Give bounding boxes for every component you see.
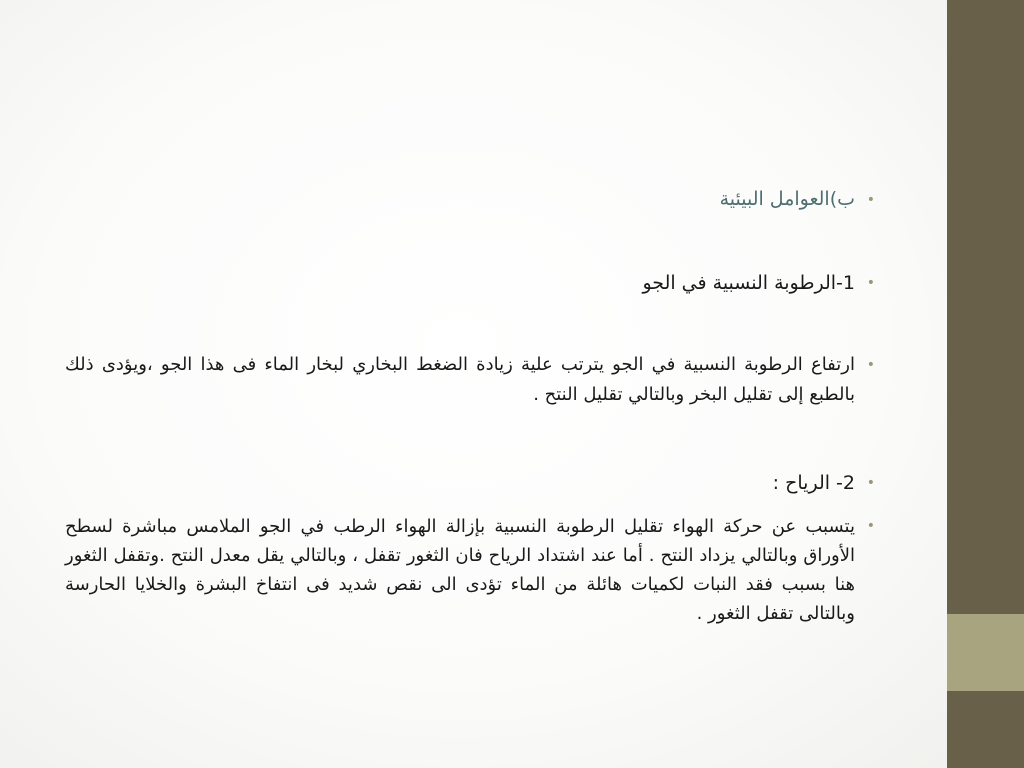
- bullet-marker: •: [866, 357, 875, 373]
- bullet-marker: •: [866, 192, 875, 208]
- factor1-text: ارتفاع الرطوبة النسبية في الجو يترتب علية زيادة الضغط البخاري لبخار الماء فى هذا الجو ،ويؤدى ذلك بالطبع إلى تقليل البخر وبالتالي تقليل النتح .: [65, 354, 855, 405]
- bullet-marker: •: [866, 475, 875, 491]
- bullet-marker: •: [866, 518, 875, 534]
- factor2-text-bullet: [65, 512, 875, 628]
- factor1-text-bullet: [65, 350, 875, 410]
- factor1-title-bullet: [65, 268, 875, 298]
- decorative-sidebar-accent: [947, 614, 1024, 691]
- slide-heading: ب)العوامل البيئية: [719, 188, 855, 210]
- factor2-title-bullet: [65, 468, 875, 498]
- factor2-text: يتسبب عن حركة الهواء تقليل الرطوبة النسبية بإزالة الهواء الرطب في الجو الملامس مباشرة لسطح الأوراق وبالتالي يزداد النتح . أما عند اشتداد الرياح فان الثغور تقفل ، وبالتالي يقل معدل النتح .وتقفل الثغور هنا بسبب فقد النبات لكميات هائلة من الماء تؤدى الى نقص شديد فى انتفاخ البشرة والخلايا الحارسة وبالتالى تقفل الثغور .: [65, 516, 855, 624]
- heading-bullet: [65, 185, 875, 213]
- bullet-marker: •: [866, 275, 875, 291]
- factor1-title: 1-الرطوبة النسبية في الجو: [642, 272, 855, 294]
- factor2-title: 2- الرياح :: [772, 472, 855, 494]
